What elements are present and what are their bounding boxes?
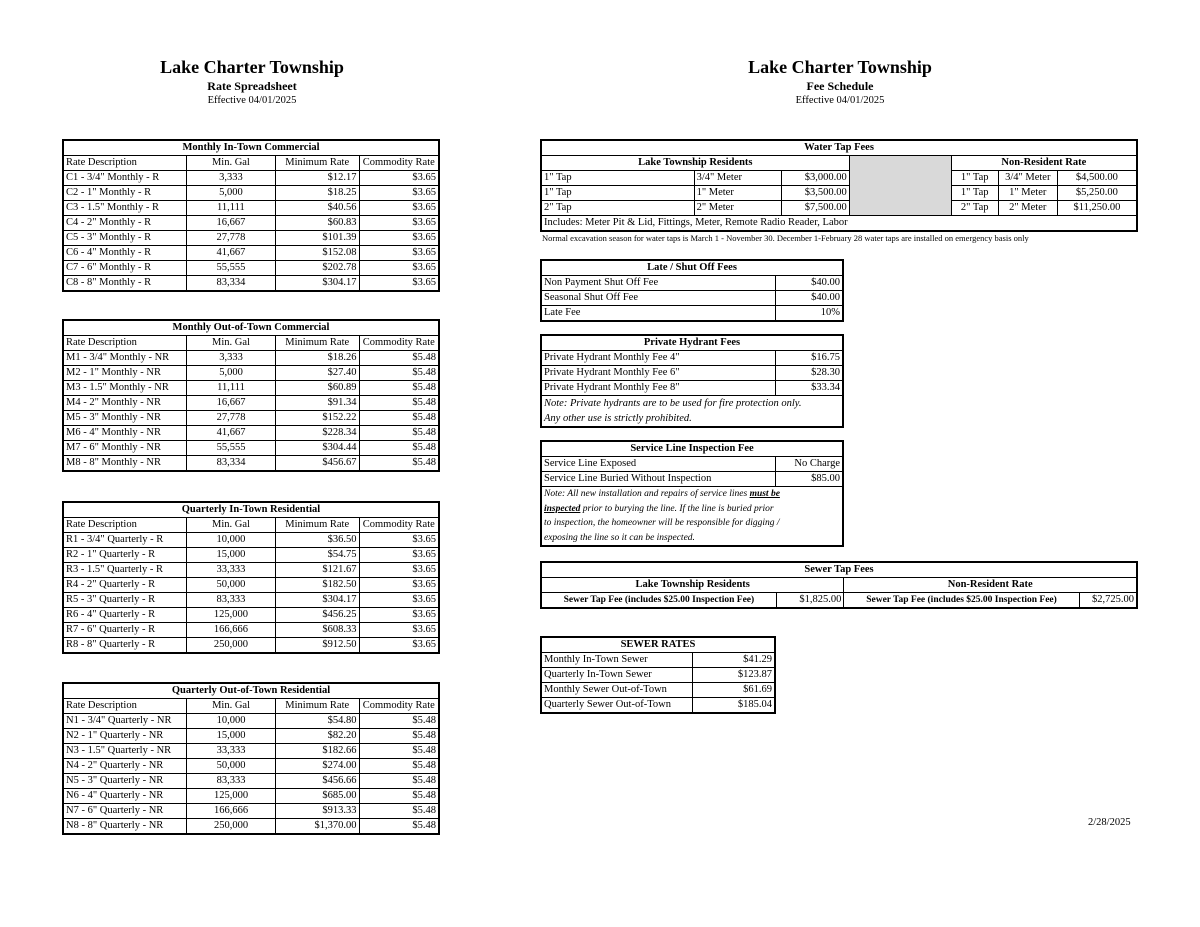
water-row [541,171,1137,186]
rate-min-gal: 27,778 [186,231,275,246]
late-fees-table [540,259,844,322]
rate-minimum: $202.78 [275,261,359,276]
rate-column-header: Min. Gal [187,518,276,533]
rate-table [62,139,440,292]
rate-commodity: $5.48 [359,744,439,759]
late-fee-label: Non Payment Shut Off Fee [541,276,775,291]
service-line-table [540,440,844,547]
water-gray-gap [849,156,951,216]
rate-description: M2 - 1" Monthly - NR [63,366,187,381]
rate-min-gal: 50,000 [187,759,276,774]
sewer-nonresident-label: Non-Resident Rate [844,578,1137,593]
service-note-inspected: inspected [544,503,581,514]
rate-description: C8 - 8" Monthly - R [63,276,186,292]
water-tap-title: Water Tap Fees [541,140,1137,156]
res-tap: 1" Tap [541,186,694,201]
late-fee-label: Late Fee [541,306,775,322]
rate-table-title: Monthly Out-of-Town Commercial [63,320,439,336]
rate-minimum: $182.66 [275,744,359,759]
res-meter: 3/4" Meter [694,171,782,186]
sewer-res-desc: Sewer Tap Fee (includes $25.00 Inspection Fee) [541,593,776,609]
rate-row [63,411,439,426]
rate-minimum: $18.26 [275,351,359,366]
hydrant-row [541,366,843,381]
service-line-note [541,487,843,547]
rate-commodity: $5.48 [359,804,439,819]
sewer-nr-desc: Sewer Tap Fee (includes $25.00 Inspection Fee) [844,593,1079,609]
rate-description: M8 - 8" Monthly - NR [63,456,187,472]
rate-description: R6 - 4" Quarterly - R [63,608,187,623]
late-fee-row [541,276,843,291]
rate-min-gal: 10,000 [187,533,276,548]
rate-description: M4 - 2" Monthly - NR [63,396,187,411]
rate-commodity: $5.48 [359,381,439,396]
rate-min-gal: 11,111 [187,381,276,396]
rate-column-header: Rate Description [63,156,186,171]
rate-description: R4 - 2" Quarterly - R [63,578,187,593]
rate-row [63,804,439,819]
nr-amount: $5,250.00 [1057,186,1137,201]
rate-minimum: $60.89 [275,381,359,396]
rate-description: M1 - 3/4" Monthly - NR [63,351,187,366]
nr-tap: 1" Tap [951,186,998,201]
rate-description: R7 - 6" Quarterly - R [63,623,187,638]
rate-description: N4 - 2" Quarterly - NR [63,759,187,774]
water-tap-note: Normal excavation season for water taps is March 1 - November 30. December 1-February 28 water taps are installed on emergency basis only [542,233,1029,243]
rate-commodity: $3.65 [359,231,439,246]
rate-description: N1 - 3/4" Quarterly - NR [63,714,187,729]
rate-description: N2 - 1" Quarterly - NR [63,729,187,744]
res-tap: 1" Tap [541,171,694,186]
rate-table-title: Quarterly In-Town Residential [63,502,439,518]
rate-description: C5 - 3" Monthly - R [63,231,186,246]
sewer-rate-label: Monthly Sewer Out-of-Town [541,683,692,698]
left-title: Lake Charter Township [160,57,344,77]
right-title: Lake Charter Township [748,57,932,77]
late-fee-amount: 10% [775,306,843,322]
sewer-rate-label: Monthly In-Town Sewer [541,653,692,668]
rate-row [63,276,439,292]
service-line-amount: No Charge [775,457,843,472]
rate-minimum: $456.67 [275,456,359,472]
rate-row [63,548,439,563]
rate-min-gal: 125,000 [187,608,276,623]
rate-commodity: $3.65 [359,186,439,201]
late-fees-title: Late / Shut Off Fees [541,260,843,276]
rate-description: M3 - 1.5" Monthly - NR [63,381,187,396]
rate-min-gal: 125,000 [187,789,276,804]
rate-minimum: $12.17 [275,171,359,186]
rate-commodity: $3.65 [359,216,439,231]
hydrant-note [541,396,843,428]
nr-tap: 1" Tap [951,171,998,186]
rate-commodity: $5.48 [359,411,439,426]
rate-row [63,396,439,411]
rate-description: C4 - 2" Monthly - R [63,216,186,231]
sewer-nr-amount: $2,725.00 [1079,593,1137,609]
rate-min-gal: 27,778 [187,411,276,426]
rate-row [63,456,439,472]
res-tap: 2" Tap [541,201,694,216]
late-fee-label: Seasonal Shut Off Fee [541,291,775,306]
rate-description: C1 - 3/4" Monthly - R [63,171,186,186]
rate-row [63,759,439,774]
rate-commodity: $5.48 [359,426,439,441]
rate-column-header: Rate Description [63,336,187,351]
rate-column-header: Rate Description [63,518,187,533]
rate-minimum: $36.50 [275,533,359,548]
rate-column-header: Commodity Rate [359,699,439,714]
rate-minimum: $54.80 [275,714,359,729]
sewer-rate-label: Quarterly In-Town Sewer [541,668,692,683]
rate-commodity: $5.48 [359,729,439,744]
rate-commodity: $5.48 [359,396,439,411]
rate-min-gal: 10,000 [187,714,276,729]
rate-minimum: $304.17 [275,276,359,292]
rate-minimum: $121.67 [275,563,359,578]
nr-meter: 2" Meter [998,201,1057,216]
late-fee-row [541,291,843,306]
rate-column-header: Commodity Rate [359,156,439,171]
rate-row [63,426,439,441]
rate-row [63,261,439,276]
rate-table [62,501,440,654]
rate-row [63,714,439,729]
rate-minimum: $1,370.00 [275,819,359,835]
rate-row [63,246,439,261]
sewer-rate-amount: $123.87 [692,668,775,683]
rate-column-header: Minimum Rate [275,518,359,533]
sewer-residents-label: Lake Township Residents [541,578,844,593]
hydrant-table [540,334,844,428]
rate-description: R5 - 3" Quarterly - R [63,593,187,608]
rate-description: N5 - 3" Quarterly - NR [63,774,187,789]
rate-commodity: $3.65 [359,623,439,638]
sewer-rate-row [541,653,775,668]
rate-description: N8 - 8" Quarterly - NR [63,819,187,835]
rate-row [63,608,439,623]
rate-min-gal: 5,000 [187,366,276,381]
rate-row [63,171,439,186]
rate-row [63,563,439,578]
rate-minimum: $304.44 [275,441,359,456]
rate-commodity: $3.65 [359,578,439,593]
rate-row [63,366,439,381]
rate-description: M5 - 3" Monthly - NR [63,411,187,426]
rate-min-gal: 33,333 [187,744,276,759]
rate-minimum: $304.17 [275,593,359,608]
res-meter: 2" Meter [694,201,782,216]
rate-description: C3 - 1.5" Monthly - R [63,201,186,216]
sewer-tap-row [541,593,1137,609]
rate-commodity: $3.65 [359,563,439,578]
rate-row [63,623,439,638]
rate-min-gal: 33,333 [187,563,276,578]
sewer-rate-row [541,668,775,683]
nr-amount: $4,500.00 [1057,171,1137,186]
rate-minimum: $182.50 [275,578,359,593]
rate-row [63,441,439,456]
rate-minimum: $685.00 [275,789,359,804]
rate-min-gal: 83,333 [187,774,276,789]
hydrant-amount: $33.34 [776,381,843,396]
right-header [650,56,1030,108]
res-amount: $3,000.00 [782,171,849,186]
rate-commodity: $5.48 [359,456,439,472]
res-meter: 1" Meter [694,186,782,201]
rate-description: R8 - 8" Quarterly - R [63,638,187,654]
rate-row [63,216,439,231]
rate-minimum: $27.40 [275,366,359,381]
hydrant-note-line2: Any other use is strictly prohibited. [544,413,692,424]
rate-column-header: Minimum Rate [275,336,359,351]
rate-minimum: $274.00 [275,759,359,774]
sewer-res-amount: $1,825.00 [776,593,844,609]
rate-description: R3 - 1.5" Quarterly - R [63,563,187,578]
rate-row [63,593,439,608]
rate-commodity: $5.48 [359,819,439,835]
rate-commodity: $3.65 [359,593,439,608]
rate-table-title: Quarterly Out-of-Town Residential [63,683,439,699]
rate-min-gal: 41,667 [186,246,275,261]
rate-minimum: $152.08 [275,246,359,261]
sewer-rate-row [541,698,775,714]
rate-minimum: $608.33 [275,623,359,638]
rate-min-gal: 83,334 [186,276,275,292]
rate-min-gal: 83,334 [187,456,276,472]
hydrant-amount: $16.75 [776,351,843,366]
hydrant-row [541,351,843,366]
rate-description: C6 - 4" Monthly - R [63,246,186,261]
rate-minimum: $60.83 [275,216,359,231]
rate-column-header: Minimum Rate [275,156,359,171]
service-line-row [541,472,843,487]
nr-tap: 2" Tap [951,201,998,216]
late-fee-row [541,306,843,322]
rate-min-gal: 250,000 [187,638,276,654]
sewer-rate-amount: $185.04 [692,698,775,714]
rate-commodity: $3.65 [359,533,439,548]
rate-minimum: $228.34 [275,426,359,441]
rate-commodity: $3.65 [359,246,439,261]
sewer-rates-title: SEWER RATES [541,637,775,653]
rate-column-header: Rate Description [63,699,187,714]
service-note-e: to inspection, the homeowner will be responsible for digging / [544,518,780,528]
service-line-label: Service Line Buried Without Inspection [541,472,775,487]
res-amount: $7,500.00 [782,201,849,216]
rate-minimum: $456.25 [275,608,359,623]
rate-min-gal: 166,666 [187,623,276,638]
rate-column-header: Min. Gal [187,699,276,714]
water-row [541,186,1137,201]
hydrant-amount: $28.30 [776,366,843,381]
rate-min-gal: 55,555 [186,261,275,276]
rate-commodity: $5.48 [359,714,439,729]
rate-description: M7 - 6" Monthly - NR [63,441,187,456]
nr-meter: 1" Meter [998,186,1057,201]
rate-minimum: $91.34 [275,396,359,411]
rate-commodity: $3.65 [359,171,439,186]
rate-row [63,231,439,246]
rate-minimum: $456.66 [275,774,359,789]
left-header [62,56,442,108]
sewer-rate-label: Quarterly Sewer Out-of-Town [541,698,692,714]
rate-row [63,744,439,759]
rate-commodity: $5.48 [359,774,439,789]
rate-commodity: $5.48 [359,366,439,381]
rate-minimum: $152.22 [275,411,359,426]
rate-row [63,819,439,835]
sewer-rate-amount: $61.69 [692,683,775,698]
rate-min-gal: 16,667 [186,216,275,231]
rate-min-gal: 3,333 [186,171,275,186]
rate-min-gal: 41,667 [187,426,276,441]
rate-min-gal: 50,000 [187,578,276,593]
service-note-d: prior to burying the line. If the line is buried prior [580,503,774,514]
rate-commodity: $3.65 [359,608,439,623]
service-line-amount: $85.00 [775,472,843,487]
hydrant-label: Private Hydrant Monthly Fee 4" [541,351,776,366]
water-residents-label: Lake Township Residents [541,156,849,171]
rate-row [63,638,439,654]
rate-commodity: $3.65 [359,201,439,216]
rate-table [62,319,440,472]
rate-description: N7 - 6" Quarterly - NR [63,804,187,819]
service-note-f: exposing the line so it can be inspected. [544,532,695,543]
rate-column-header: Minimum Rate [275,699,359,714]
rate-minimum: $101.39 [275,231,359,246]
rate-column-header: Commodity Rate [359,518,439,533]
hydrant-title: Private Hydrant Fees [541,335,843,351]
service-note-must-be: must be [749,489,780,499]
rate-commodity: $3.65 [359,638,439,654]
rate-description: C2 - 1" Monthly - R [63,186,186,201]
rate-commodity: $5.48 [359,351,439,366]
rate-minimum: $40.56 [275,201,359,216]
res-amount: $3,500.00 [782,186,849,201]
rate-commodity: $3.65 [359,276,439,292]
rate-min-gal: 15,000 [187,548,276,563]
rate-min-gal: 15,000 [187,729,276,744]
rate-min-gal: 3,333 [187,351,276,366]
water-nonresident-label: Non-Resident Rate [951,156,1137,171]
rate-row [63,186,439,201]
rate-description: R2 - 1" Quarterly - R [63,548,187,563]
rate-min-gal: 11,111 [186,201,275,216]
rate-row [63,774,439,789]
rate-commodity: $5.48 [359,759,439,774]
rate-min-gal: 250,000 [187,819,276,835]
rate-min-gal: 83,333 [187,593,276,608]
rate-column-header: Min. Gal [186,156,275,171]
sewer-rate-row [541,683,775,698]
water-includes: Includes: Meter Pit & Lid, Fittings, Meter, Remote Radio Reader, Labor [541,216,1137,232]
sewer-rate-amount: $41.29 [692,653,775,668]
right-subtitle: Fee Schedule [806,79,874,93]
late-fee-amount: $40.00 [775,276,843,291]
hydrant-label: Private Hydrant Monthly Fee 8" [541,381,776,396]
rate-row [63,381,439,396]
hydrant-label: Private Hydrant Monthly Fee 6" [541,366,776,381]
rate-column-header: Commodity Rate [359,336,439,351]
rate-min-gal: 166,666 [187,804,276,819]
water-tap-table [540,139,1138,232]
sewer-rates-table [540,636,776,714]
rate-description: R1 - 3/4" Quarterly - R [63,533,187,548]
footer-date: 2/28/2025 [1088,817,1131,828]
rate-commodity: $3.65 [359,548,439,563]
hydrant-note-line1: Note: Private hydrants are to be used for fire protection only. [544,398,802,409]
rate-description: N3 - 1.5" Quarterly - NR [63,744,187,759]
rate-minimum: $54.75 [275,548,359,563]
nr-amount: $11,250.00 [1057,201,1137,216]
rate-row [63,578,439,593]
rate-table [62,682,440,835]
service-line-row [541,457,843,472]
rate-min-gal: 5,000 [186,186,275,201]
hydrant-row [541,381,843,396]
rate-description: M6 - 4" Monthly - NR [63,426,187,441]
rate-min-gal: 55,555 [187,441,276,456]
rate-description: N6 - 4" Quarterly - NR [63,789,187,804]
rate-minimum: $912.50 [275,638,359,654]
rate-minimum: $82.20 [275,729,359,744]
rate-commodity: $3.65 [359,261,439,276]
rate-row [63,351,439,366]
rate-commodity: $5.48 [359,441,439,456]
sewer-tap-title: Sewer Tap Fees [541,562,1137,578]
rate-row [63,729,439,744]
late-fee-amount: $40.00 [775,291,843,306]
rate-row [63,789,439,804]
rate-row [63,533,439,548]
rate-min-gal: 16,667 [187,396,276,411]
right-effective: Effective 04/01/2025 [795,95,885,106]
service-line-title: Service Line Inspection Fee [541,441,843,457]
service-note-a: Note: All new installation and repairs of service lines [544,489,750,499]
rate-column-header: Min. Gal [187,336,276,351]
rate-commodity: $5.48 [359,789,439,804]
water-row [541,201,1137,216]
left-subtitle: Rate Spreadsheet [207,79,297,93]
nr-meter: 3/4" Meter [998,171,1057,186]
sewer-tap-table [540,561,1138,609]
rate-row [63,201,439,216]
rate-table-title: Monthly In-Town Commercial [63,140,439,156]
service-line-label: Service Line Exposed [541,457,775,472]
rate-minimum: $913.33 [275,804,359,819]
rate-minimum: $18.25 [275,186,359,201]
left-effective: Effective 04/01/2025 [207,95,297,106]
rate-description: C7 - 6" Monthly - R [63,261,186,276]
